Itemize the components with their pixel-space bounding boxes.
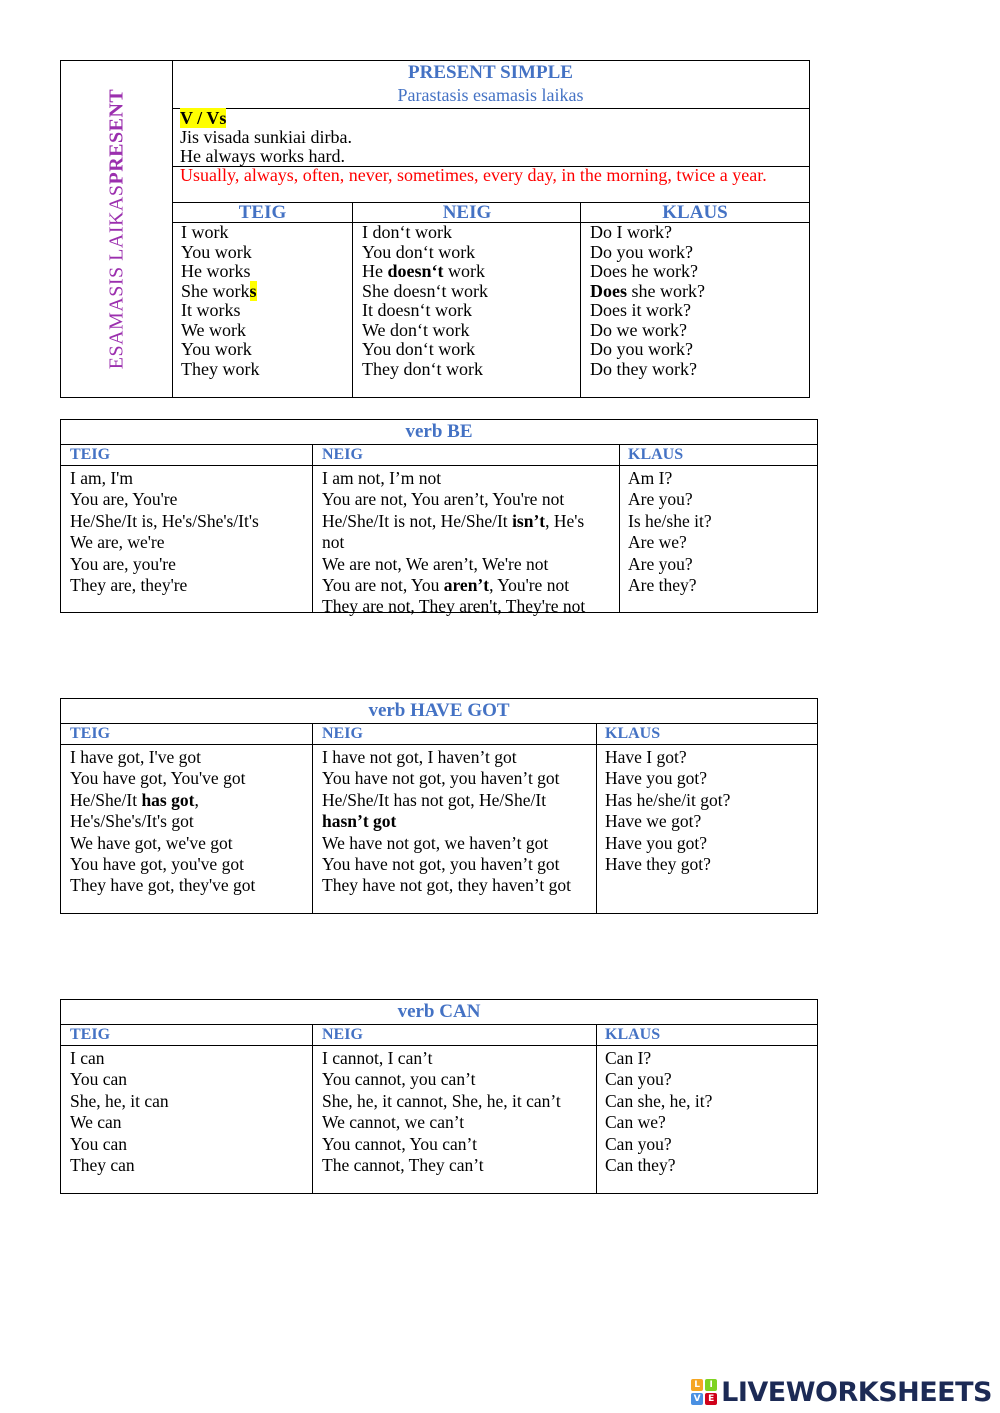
list-item: They can xyxy=(70,1155,135,1176)
list-item: You are, you're xyxy=(70,553,176,574)
list-item: I work xyxy=(181,222,229,242)
list-item: Can they? xyxy=(605,1155,676,1176)
list-item: I have not got, I haven’t got xyxy=(322,747,517,767)
example-en: He always works hard. xyxy=(180,146,345,166)
logo-cube: E xyxy=(705,1393,717,1405)
list-item: They work xyxy=(181,358,260,379)
list-item xyxy=(322,511,617,532)
list-item: You work xyxy=(181,241,252,262)
list-item: Have you got? xyxy=(605,768,708,789)
list-item: You cannot, you can’t xyxy=(322,1069,476,1090)
list-item: You have got, You've got xyxy=(70,768,246,789)
negative-column xyxy=(322,745,594,897)
divider xyxy=(596,1024,597,1193)
header-klaus: KLAUS xyxy=(628,446,684,463)
list-item: Do they work? xyxy=(590,358,697,379)
list-item: It works xyxy=(181,300,241,320)
verb-have-got-table xyxy=(60,698,818,914)
side-label-cell xyxy=(61,61,173,397)
formula-row xyxy=(172,109,809,167)
highlighted-ending: s xyxy=(249,280,257,301)
list-item: You don‘t work xyxy=(362,241,476,262)
list-item: Are you? xyxy=(628,553,693,574)
list-item xyxy=(322,575,617,596)
negative-column xyxy=(353,223,581,397)
list-item: You can xyxy=(70,1133,128,1154)
divider xyxy=(312,1024,313,1193)
verb-can-title: verb CAN xyxy=(61,1000,817,1025)
list-item: Are you? xyxy=(628,489,693,510)
list-item: We are, we're xyxy=(70,532,165,553)
liveworksheets-logo[interactable] xyxy=(691,1375,992,1409)
header-teig: TEIG xyxy=(70,725,111,742)
list-item: You cannot, You can’t xyxy=(322,1133,477,1154)
logo-cube: V xyxy=(691,1393,703,1405)
side-label-lt: ESAMASIS LAIKAS xyxy=(105,184,127,370)
list-item: Can I? xyxy=(605,1048,652,1068)
header-neig: NEIG xyxy=(322,446,363,463)
list-item: You can xyxy=(70,1069,128,1090)
divider xyxy=(312,723,313,913)
list-item: He/She/It has not got, He/She/It xyxy=(322,789,547,810)
list-item: I am, I'm xyxy=(70,468,133,488)
list-item: You have not got, you haven’t got xyxy=(322,768,560,789)
header-teig: TEIG xyxy=(70,1026,111,1043)
header-neig: NEIG xyxy=(322,725,363,742)
list-item: He/She/It is, He's/She's/It's xyxy=(70,510,259,531)
list-item: We are not, We aren’t, We're not xyxy=(322,553,549,574)
list-item: Can you? xyxy=(605,1133,672,1154)
list-item xyxy=(322,811,594,832)
list-item: She doesn‘t work xyxy=(362,280,488,301)
list-item: I have got, I've got xyxy=(70,747,201,767)
list-item: Is he/she it? xyxy=(628,510,712,531)
header-teig: TEIG xyxy=(70,446,111,463)
list-item: I can xyxy=(70,1048,105,1068)
negative-column xyxy=(322,1046,594,1176)
header-klaus: KLAUS xyxy=(662,202,728,223)
list-item: We have got, we've got xyxy=(70,832,233,853)
list-item: Do I work? xyxy=(590,222,672,242)
list-item xyxy=(362,262,581,282)
side-label xyxy=(105,89,128,370)
list-item: You don‘t work xyxy=(362,339,476,359)
list-item: We can xyxy=(70,1112,122,1133)
bold-word: Does xyxy=(590,280,627,301)
list-item: Can we? xyxy=(605,1112,666,1133)
list-item: He's/She's/It's got xyxy=(70,811,194,832)
list-item: You are not, You aren’t, You're not xyxy=(322,489,565,510)
list-item xyxy=(70,790,310,811)
bold-word: isn’t xyxy=(512,510,546,531)
list-item: Do we work? xyxy=(590,319,687,340)
list-item: She, he, it cannot, She, he, it can’t xyxy=(322,1090,561,1111)
list-item: Have I got? xyxy=(605,747,687,767)
present-simple-body xyxy=(172,223,809,397)
question-column xyxy=(581,223,809,397)
logo-text: LIVEWORKSHEETS xyxy=(721,1376,992,1408)
list-item xyxy=(590,282,809,302)
formula: V / Vs xyxy=(180,108,227,128)
present-simple-subtitle: Parastasis esamasis laikas xyxy=(397,85,584,105)
example-lt: Jis visada sunkiai dirba. xyxy=(180,127,352,147)
list-item: Are we? xyxy=(628,532,687,553)
list-item: She, he, it can xyxy=(70,1090,169,1111)
list-item: You work xyxy=(181,339,252,359)
list-item-text: He/She/It is not, He/She/It xyxy=(322,510,513,531)
list-item: not xyxy=(322,532,345,553)
affirmative-column xyxy=(70,1046,310,1176)
verb-can-headers xyxy=(61,1025,817,1046)
list-item: They are, they're xyxy=(70,575,188,596)
verb-be-title: verb BE xyxy=(61,420,817,445)
negative-column xyxy=(322,466,617,618)
affirmative-column xyxy=(172,223,353,397)
verb-have-got-headers xyxy=(61,724,817,745)
list-item xyxy=(181,282,353,302)
question-column xyxy=(605,745,805,875)
list-item: They are not, They aren't, They're not xyxy=(322,596,586,617)
list-item-text: , He's xyxy=(545,510,585,531)
present-simple-title-row xyxy=(172,61,809,109)
affirmative-column xyxy=(70,466,310,596)
question-column xyxy=(605,1046,805,1176)
list-item: Does he work? xyxy=(590,261,698,281)
list-item: They don‘t work xyxy=(362,358,483,379)
list-item: Have you got? xyxy=(605,832,708,853)
verb-have-got-title: verb HAVE GOT xyxy=(61,699,817,724)
list-item-text: You are not, You xyxy=(322,575,444,596)
verb-be-headers xyxy=(61,445,817,466)
divider xyxy=(596,723,597,913)
list-item-text: she work? xyxy=(627,280,705,301)
list-item-text: He xyxy=(362,261,388,281)
list-item: We cannot, we can’t xyxy=(322,1112,465,1133)
list-item: Has he/she/it got? xyxy=(605,789,731,810)
logo-cubes-icon xyxy=(691,1379,717,1405)
list-item: Can she, he, it? xyxy=(605,1090,713,1111)
header-teig: TEIG xyxy=(238,202,287,223)
affirmative-column xyxy=(70,745,310,897)
list-item-text: , You're not xyxy=(489,575,570,596)
list-item: Does it work? xyxy=(590,300,691,320)
divider xyxy=(619,444,620,612)
bold-word: aren’t xyxy=(443,575,490,596)
list-item-text: work xyxy=(443,261,486,281)
bold-word: hasn’t got xyxy=(322,811,397,832)
list-item: Can you? xyxy=(605,1069,672,1090)
list-item: Are they? xyxy=(628,575,697,596)
list-item: Have we got? xyxy=(605,811,702,832)
list-item: Do you work? xyxy=(590,339,693,359)
list-item: They have got, they've got xyxy=(70,875,256,896)
list-item: Have they got? xyxy=(605,854,711,875)
list-item: We work xyxy=(181,319,247,340)
list-item: Do you work? xyxy=(590,241,693,262)
logo-cube: L xyxy=(691,1379,703,1391)
list-item: They have not got, they haven’t got xyxy=(322,875,571,896)
present-simple-title: PRESENT SIMPLE xyxy=(408,62,573,83)
list-item: Am I? xyxy=(628,468,673,488)
list-item-text: She work xyxy=(181,280,250,301)
divider xyxy=(312,444,313,612)
list-item: We don‘t work xyxy=(362,319,470,340)
logo-cube: I xyxy=(705,1379,717,1391)
list-item: I don‘t work xyxy=(362,222,452,242)
list-item: You are, You're xyxy=(70,489,178,510)
list-item: We have not got, we haven’t got xyxy=(322,832,549,853)
list-item: It doesn‘t work xyxy=(362,300,472,320)
list-item: I am not, I’m not xyxy=(322,468,442,488)
verb-be-table xyxy=(60,419,818,617)
list-item: You have not got, you haven’t got xyxy=(322,854,560,875)
bold-word: doesn‘t xyxy=(387,261,444,281)
list-item: I cannot, I can’t xyxy=(322,1048,433,1068)
list-item-text: He/She/It xyxy=(70,789,142,810)
time-expressions: Usually, always, often, never, sometimes, every day, in the morning, twice a year. xyxy=(172,167,809,203)
header-neig: NEIG xyxy=(322,1026,363,1043)
list-item: He works xyxy=(181,261,251,281)
present-simple-headers xyxy=(172,203,809,223)
verb-can-table xyxy=(60,999,818,1194)
question-column xyxy=(628,466,808,596)
bold-word: has got xyxy=(141,789,195,810)
present-simple-table xyxy=(60,60,810,398)
side-label-en: PRESENT xyxy=(105,88,127,185)
present-simple-main xyxy=(172,61,809,397)
list-item-text: , xyxy=(194,789,199,810)
header-klaus: KLAUS xyxy=(605,1026,661,1043)
header-klaus: KLAUS xyxy=(605,725,661,742)
list-item: The cannot, They can’t xyxy=(322,1155,484,1176)
header-neig: NEIG xyxy=(442,202,492,223)
list-item: You have got, you've got xyxy=(70,854,244,875)
